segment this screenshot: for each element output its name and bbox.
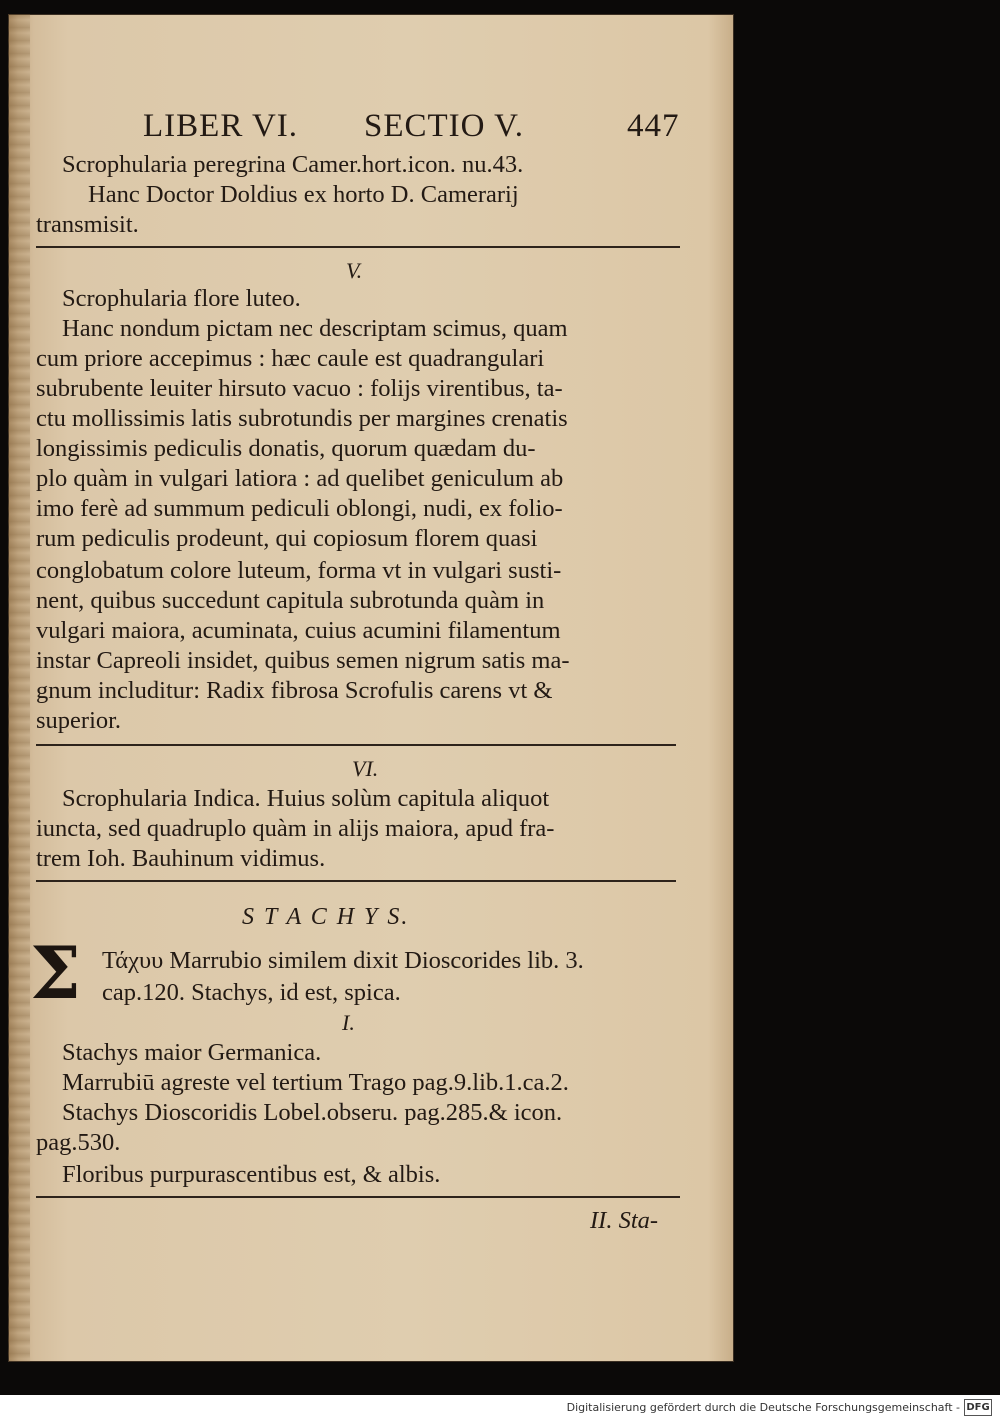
double-rule (36, 1196, 680, 1198)
text-line: nent, quibus succedunt capitula subrotunda quàm in (36, 587, 545, 614)
double-rule (36, 880, 676, 882)
funding-notice: Digitalisierung gefördert durch die Deutsche Forschungsgemeinschaft - (566, 1401, 960, 1414)
text-line: vulgari maiora, acuminata, cuius acumini filamentum (36, 617, 561, 644)
text-line: conglobatum colore luteum, forma vt in vulgari susti- (36, 557, 562, 584)
text-line: gnum includitur: Radix fibrosa Scrofulis carens vt & (36, 677, 553, 704)
text-line: iuncta, sed quadruplo quàm in alijs maiora, apud fra- (36, 815, 555, 842)
section-rule (36, 744, 676, 746)
header-section-label: SECTIO V. (364, 108, 524, 144)
text-line: imo ferè ad summum pediculi oblongi, nudi, ex folio- (36, 495, 563, 522)
text-line: cap.120. Stachys, id est, spica. (102, 979, 401, 1006)
text-line: Stachys Dioscoridis Lobel.obseru. pag.285.& icon. (62, 1099, 563, 1126)
text-line: Scrophularia Indica. Huius solùm capitula aliquot (62, 785, 550, 812)
section-numeral: VI. (352, 756, 379, 781)
header-book-label: LIBER VI. (143, 108, 299, 144)
text-line: Hanc nondum pictam nec descriptam scimus, quam (62, 315, 568, 342)
catchword: II. Sta- (590, 1207, 659, 1234)
section-numeral: I. (342, 1010, 355, 1035)
text-line: Floribus purpurascentibus est, & albis. (62, 1161, 441, 1188)
text-line: Marrubiū agreste vel tertium Trago pag.9.lib.1.ca.2. (62, 1069, 569, 1096)
text-line: cum priore accepimus : hæc caule est quadrangulari (36, 345, 545, 372)
text-line: superior. (36, 707, 122, 734)
text-line: transmisit. (36, 211, 139, 238)
chapter-heading: S T A C H Y S. (242, 904, 410, 930)
text-line: Stachys maior Germanica. (62, 1039, 322, 1066)
section-rule (36, 246, 680, 248)
text-line: pag.530. (36, 1129, 121, 1156)
text-line: trem Ioh. Bauhinum vidimus. (36, 845, 326, 872)
text-line: longissimis pediculis donatis, quorum quædam du- (36, 435, 536, 462)
dfg-logo: DFG (964, 1399, 992, 1416)
text-line: plo quàm in vulgari latiora : ad quelibet geniculum ab (36, 465, 564, 492)
text-line: subrubente leuiter hirsuto vacuo : folijs virentibus, ta- (36, 375, 563, 402)
running-header (143, 108, 691, 150)
decorated-initial: Σ (30, 930, 81, 1015)
text-line: Scrophularia peregrina Camer.hort.icon. nu.43. (62, 151, 524, 178)
text-line: ctu mollissimis latis subrotundis per margines crenatis (36, 405, 568, 432)
text-line: Hanc Doctor Doldius ex horto D. Camerarij (88, 181, 519, 208)
text-line: Τάχυυ Marrubio similem dixit Dioscorides lib. 3. (102, 947, 584, 974)
section-numeral: V. (346, 258, 363, 283)
text-line: Scrophularia flore luteo. (62, 285, 301, 312)
page-number: 447 (627, 108, 680, 144)
text-line: instar Capreoli insidet, quibus semen nigrum satis ma- (36, 647, 570, 674)
text-line: rum pediculis prodeunt, qui copiosum florem quasi (36, 525, 538, 552)
